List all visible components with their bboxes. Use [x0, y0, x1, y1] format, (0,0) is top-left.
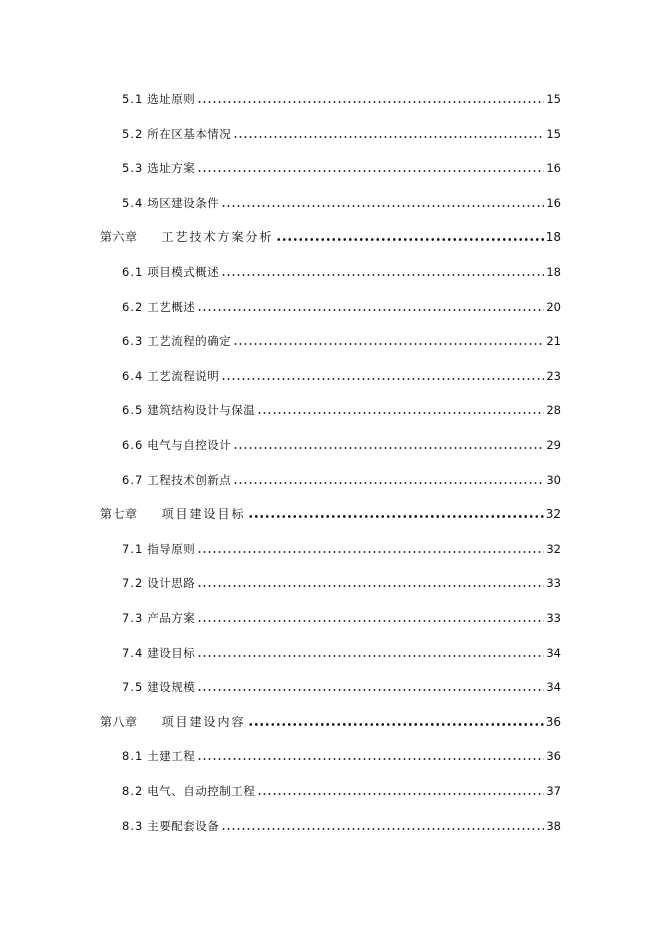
- toc-page-number: 16: [546, 195, 561, 210]
- toc-page-number: 32: [545, 507, 561, 522]
- dot-leader: [197, 101, 544, 103]
- toc-page-number: 38: [546, 818, 561, 833]
- toc-section-title: 电气与自控设计: [147, 438, 232, 452]
- toc-section-number: 8.3: [122, 818, 144, 833]
- dot-leader: [233, 447, 544, 449]
- toc-chapter-entry: [0, 224, 662, 244]
- toc-section-entry: [0, 778, 662, 798]
- toc-page-number: 33: [546, 611, 561, 625]
- toc-section-title: 工程技术创新点: [147, 472, 232, 487]
- dot-leader: [221, 205, 544, 207]
- dot-leader: [197, 758, 544, 760]
- toc-section-entry: [0, 813, 662, 833]
- dot-leader: [233, 136, 544, 138]
- toc-chapter-entry: [0, 709, 662, 729]
- toc-section-number: 8.1: [122, 749, 144, 764]
- toc-chapter-title: 项目建设内容: [161, 714, 246, 729]
- toc-section-title: 设计思路: [147, 576, 196, 591]
- toc-section-title: 电气、自动控制工程: [147, 784, 256, 798]
- toc-section-entry: [0, 155, 662, 175]
- toc-chapter-entry: [0, 501, 662, 521]
- toc-section-number: 6.5: [122, 403, 144, 418]
- toc-page-number: 15: [546, 126, 561, 141]
- toc-chapter-number: 第八章: [100, 714, 138, 729]
- toc-page-number: 30: [546, 472, 561, 487]
- toc-section-number: 7.3: [122, 611, 144, 625]
- dot-leader: [197, 170, 544, 172]
- toc-section-title: 工艺流程说明: [147, 368, 220, 383]
- toc-section-title: 建筑结构设计与保温: [147, 403, 256, 418]
- toc-chapter-number: 第七章: [100, 507, 138, 522]
- toc-section-title: 工艺流程的确定: [147, 334, 232, 349]
- toc-page-number: 21: [546, 334, 561, 349]
- toc-section-number: 7.2: [122, 576, 144, 591]
- dot-leader: [221, 274, 544, 276]
- toc-section-entry: [0, 743, 662, 763]
- toc-section-number: 6.6: [122, 438, 144, 452]
- toc-section-number: 5.4: [122, 195, 144, 210]
- toc-section-title: 选址方案: [147, 161, 196, 176]
- toc-section-title: 建设规模: [147, 680, 196, 695]
- toc-section-entry: [0, 328, 662, 348]
- dot-leader: [197, 309, 544, 311]
- toc-page-number: 28: [546, 403, 561, 418]
- toc-section-title: 所在区基本情况: [147, 126, 232, 141]
- toc-section-title: 土建工程: [147, 749, 196, 764]
- toc-page-number: 23: [546, 368, 561, 383]
- dot-leader: [221, 378, 544, 380]
- toc-section-number: 5.3: [122, 161, 144, 176]
- toc-section-entry: [0, 190, 662, 210]
- toc-section-entry: [0, 674, 662, 694]
- toc-section-number: 5.1: [122, 92, 144, 106]
- toc-section-number: 8.2: [122, 784, 144, 798]
- dot-leader: [248, 515, 544, 518]
- toc-section-entry: [0, 467, 662, 487]
- toc-section-entry: [0, 121, 662, 141]
- toc-page-number: 32: [546, 541, 561, 556]
- dot-leader: [233, 482, 544, 484]
- toc-chapter-number: 第六章: [100, 230, 138, 245]
- toc-section-entry: [0, 363, 662, 383]
- toc-page-number: 37: [546, 784, 561, 798]
- toc-section-number: 7.1: [122, 541, 144, 556]
- toc-section-number: 6.4: [122, 368, 144, 383]
- toc-chapter-title: 工艺技术方案分析: [161, 230, 274, 245]
- toc-section-entry: [0, 432, 662, 452]
- toc-section-number: 5.2: [122, 126, 144, 141]
- toc-page-number: 18: [546, 265, 561, 279]
- toc-section-entry: [0, 294, 662, 314]
- toc-section-title: 指导原则: [147, 541, 196, 556]
- dot-leader: [197, 551, 544, 553]
- dot-leader: [197, 655, 544, 657]
- toc-section-number: 6.1: [122, 265, 144, 279]
- toc-section-entry: [0, 536, 662, 556]
- toc-section-number: 7.5: [122, 680, 144, 695]
- dot-leader: [257, 412, 544, 414]
- toc-page-number: 34: [546, 645, 561, 660]
- toc-chapter-title: 项目建设目标: [161, 507, 246, 522]
- toc-section-title: 产品方案: [147, 611, 196, 625]
- toc-section-title: 选址原则: [147, 92, 196, 106]
- toc-section-title: 工艺概述: [147, 299, 196, 314]
- toc-page-number: 36: [546, 749, 561, 764]
- toc-section-number: 7.4: [122, 645, 144, 660]
- toc-page-number: 20: [546, 299, 561, 314]
- toc-section-entry: [0, 259, 662, 279]
- toc-section-entry: [0, 86, 662, 106]
- toc-section-title: 建设目标: [147, 645, 196, 660]
- toc-section-number: 6.3: [122, 334, 144, 349]
- dot-leader: [276, 238, 544, 241]
- toc-page-number: 16: [546, 161, 561, 176]
- toc-section-entry: [0, 397, 662, 417]
- dot-leader: [197, 585, 544, 587]
- dot-leader: [248, 723, 544, 726]
- toc-page-number: 33: [546, 576, 561, 591]
- toc-page-number: 15: [546, 92, 561, 106]
- toc-section-entry: [0, 640, 662, 660]
- toc-section-title: 主要配套设备: [147, 818, 220, 833]
- dot-leader: [197, 689, 544, 691]
- dot-leader: [197, 620, 544, 622]
- toc-section-number: 6.7: [122, 472, 144, 487]
- toc-section-number: 6.2: [122, 299, 144, 314]
- toc-section-title: 场区建设条件: [147, 195, 220, 210]
- dot-leader: [233, 343, 544, 345]
- toc-section-title: 项目模式概述: [147, 265, 220, 279]
- toc-page-number: 36: [545, 714, 561, 729]
- toc-page-number: 29: [546, 438, 561, 452]
- dot-leader: [257, 793, 544, 795]
- toc-section-entry: [0, 605, 662, 625]
- dot-leader: [221, 828, 544, 830]
- toc-page-number: 34: [546, 680, 561, 695]
- toc-page-number: 18: [545, 230, 561, 245]
- toc-section-entry: [0, 570, 662, 590]
